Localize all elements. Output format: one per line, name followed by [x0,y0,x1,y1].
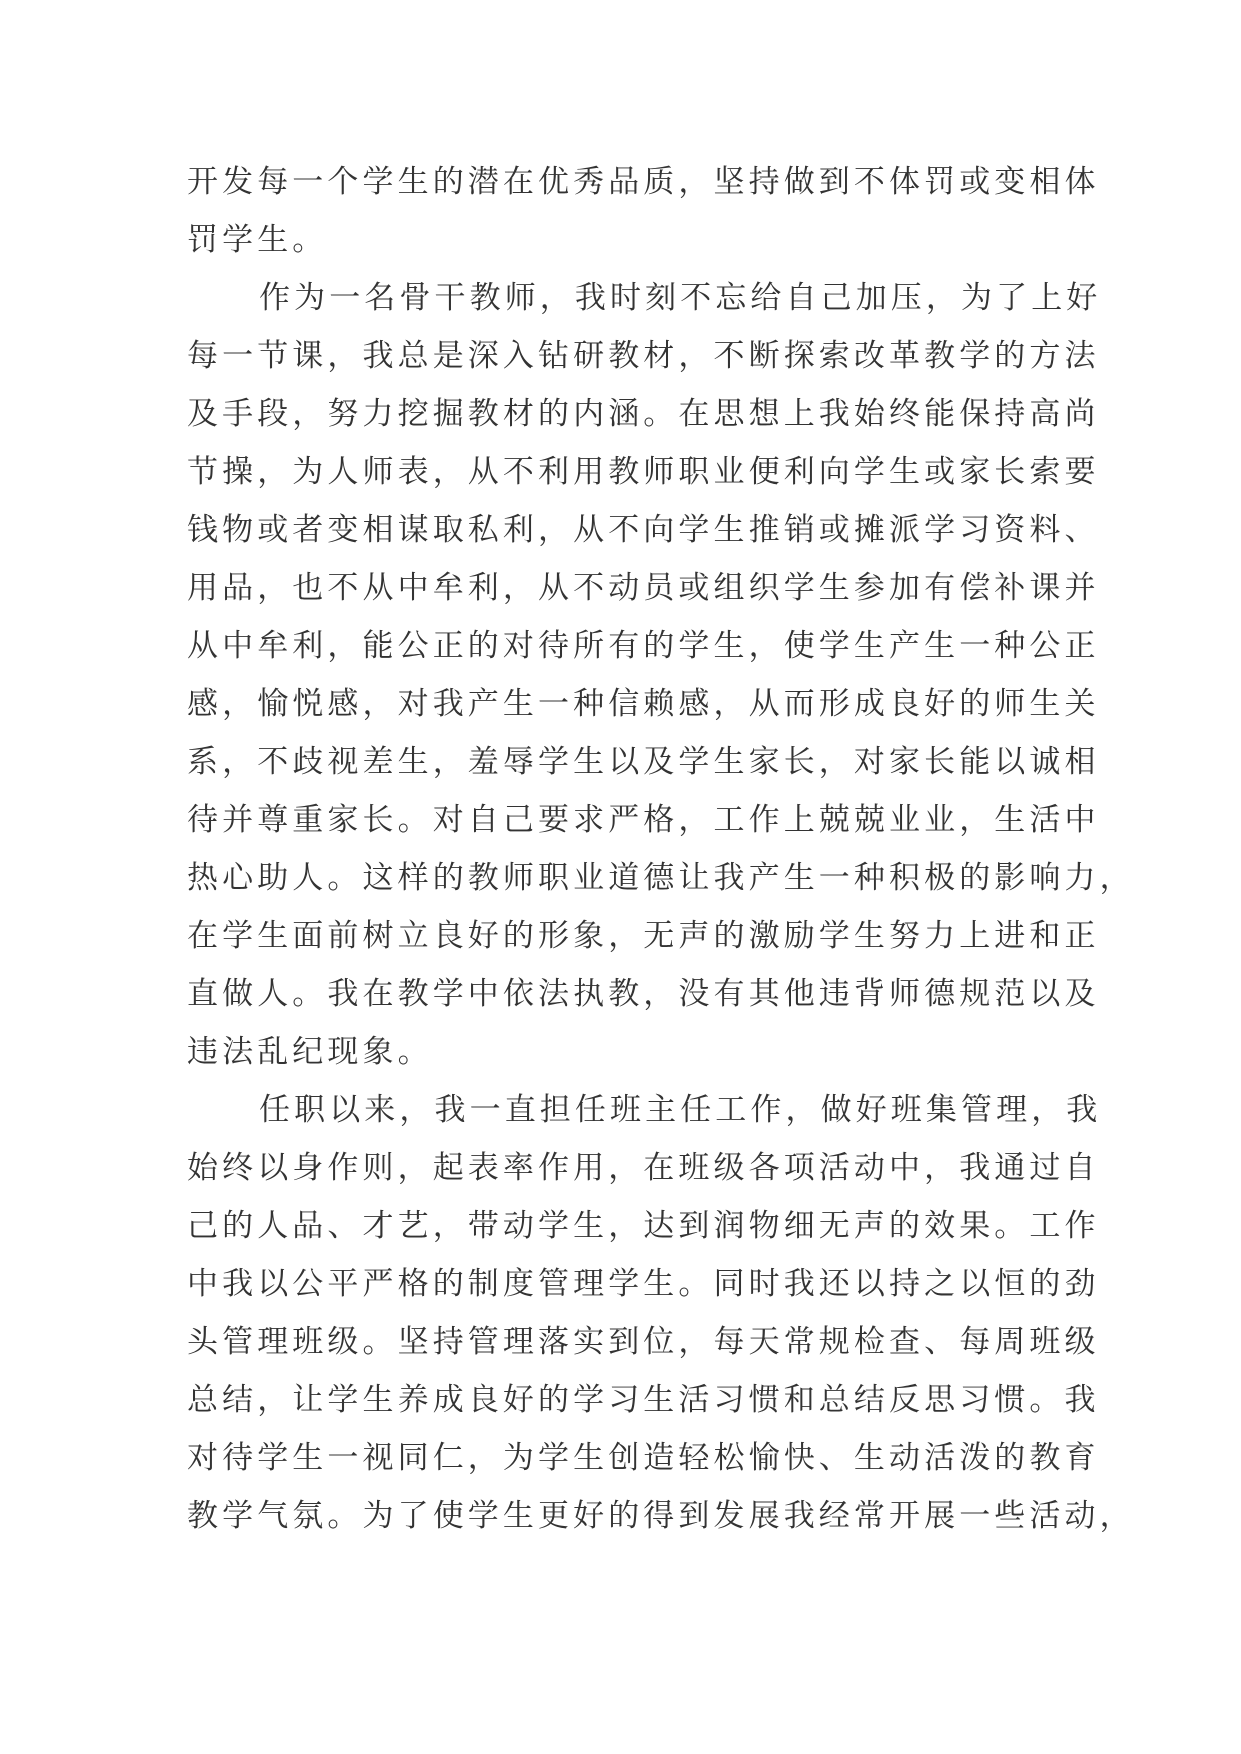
text-line: 己的人品、才艺，带动学生，达到润物细无声的效果。工作 [187,1208,1100,1244]
text-line: 罚学生。 [187,222,328,258]
text-line: 直做人。我在教学中依法执教，没有其他违背师德规范以及 [187,976,1100,1012]
text-line: 开发每一个学生的潜在优秀品质，坚持做到不体罚或变相体 [187,164,1100,200]
text-line: 及手段，努力挖掘教材的内涵。在思想上我始终能保持高尚 [187,396,1100,432]
text-line: 感，愉悦感，对我产生一种信赖感，从而形成良好的师生关 [187,686,1100,722]
text-line: 从中牟利，能公正的对待所有的学生，使学生产生一种公正 [187,628,1100,664]
text-line: 用品，也不从中牟利，从不动员或组织学生参加有偿补课并 [187,570,1100,606]
text-line: 每一节课，我总是深入钻研教材，不断探索改革教学的方法 [187,338,1100,374]
text-line: 始终以身作则，起表率作用，在班级各项活动中，我通过自 [187,1150,1100,1186]
text-line: 热心助人。这样的教师职业道德让我产生一种积极的影响力， [187,860,1135,896]
text-line: 系，不歧视差生，羞辱学生以及学生家长，对家长能以诚相 [187,744,1100,780]
paragraph-start-line: 任职以来，我一直担任班主任工作，做好班集管理，我 [259,1092,1102,1128]
text-line: 总结，让学生养成良好的学习生活习惯和总结反思习惯。我 [187,1382,1100,1418]
text-line: 中我以公平严格的制度管理学生。同时我还以持之以恒的劲 [187,1266,1100,1302]
document-body [187,153,1135,1545]
text-line: 在学生面前树立良好的形象，无声的激励学生努力上进和正 [187,918,1100,954]
text-line: 头管理班级。坚持管理落实到位，每天常规检查、每周班级 [187,1324,1100,1360]
text-line: 待并尊重家长。对自己要求严格，工作上兢兢业业，生活中 [187,802,1100,838]
paragraph-start-line: 作为一名骨干教师，我时刻不忘给自己加压，为了上好 [259,280,1102,316]
text-line: 节操，为人师表，从不利用教师职业便利向学生或家长索要 [187,454,1100,490]
text-line: 教学气氛。为了使学生更好的得到发展我经常开展一些活动， [187,1498,1135,1534]
text-line: 违法乱纪现象。 [187,1034,433,1070]
text-line: 钱物或者变相谋取私利，从不向学生推销或摊派学习资料、 [187,512,1100,548]
text-line: 对待学生一视同仁，为学生创造轻松愉快、生动活泼的教育 [187,1440,1100,1476]
